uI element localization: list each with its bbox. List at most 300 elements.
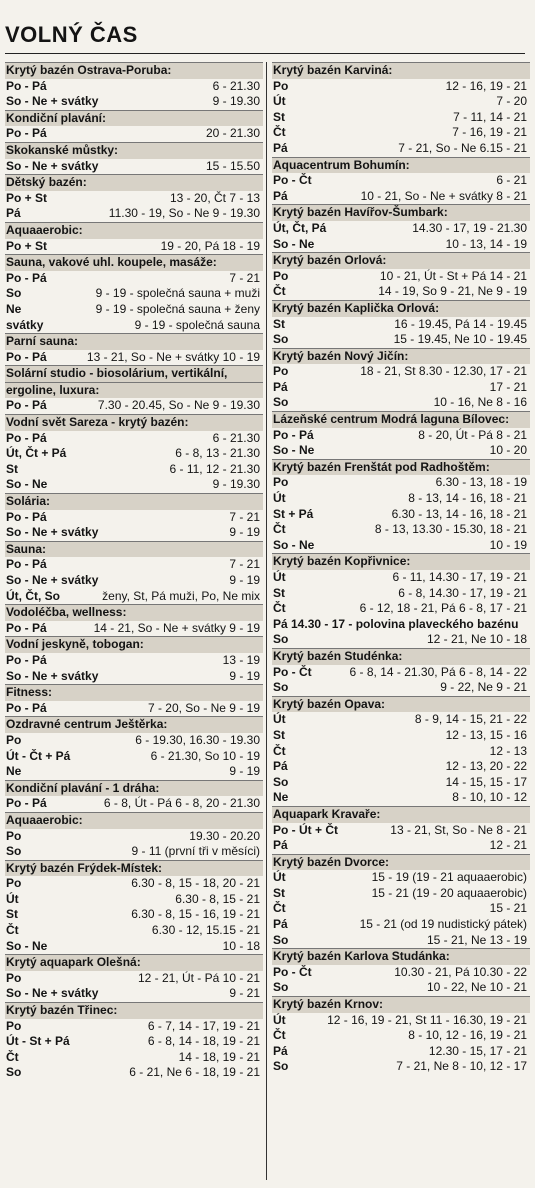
venue-heading: Krytý bazén Orlová: xyxy=(272,252,530,269)
schedule-days: Ne xyxy=(6,301,22,316)
schedule-row xyxy=(272,443,530,459)
schedule-row xyxy=(272,759,530,775)
schedule-days: St xyxy=(6,461,18,476)
schedule-hours: 13 - 21, So - Ne + svátky 10 - 19 xyxy=(86,349,260,364)
venue-heading: Vodní jeskyně, tobogan: xyxy=(5,636,263,653)
schedule-days: Po - Pá xyxy=(6,652,47,667)
schedule-row xyxy=(5,159,263,175)
schedule-days: Čt xyxy=(273,743,286,758)
schedule-row xyxy=(272,1013,530,1029)
schedule-row xyxy=(272,980,530,996)
schedule-hours: 8 - 10, 12 - 16, 19 - 21 xyxy=(408,1028,527,1043)
schedule-hours: 9 - 22, Ne 9 - 21 xyxy=(440,680,527,695)
venue-heading: Aquapark Kravaře: xyxy=(272,806,530,823)
schedule-hours: 6.30 - 8, 15 - 18, 20 - 21 xyxy=(131,876,260,891)
schedule-days: Po - Pá xyxy=(6,620,47,635)
schedule-days: St + Pá xyxy=(273,506,314,521)
schedule-row xyxy=(5,573,263,589)
schedule-row xyxy=(272,110,530,126)
schedule-hours: 20 - 21.30 xyxy=(205,126,260,141)
schedule-row xyxy=(272,728,530,744)
schedule-days: Po xyxy=(273,78,289,93)
schedule-row xyxy=(5,939,263,955)
schedule-row xyxy=(5,191,263,207)
schedule-hours: 12 - 13, 15 - 16 xyxy=(445,727,527,742)
schedule-row xyxy=(272,1044,530,1060)
schedule-days: Pá xyxy=(273,140,288,155)
schedule-days: So - Ne xyxy=(273,443,315,458)
venue-heading-continued: ergoline, luxura: xyxy=(5,382,263,399)
venue-heading: Fitness: xyxy=(5,684,263,701)
schedule-days: So - Ne xyxy=(273,236,315,251)
schedule-row xyxy=(5,621,263,637)
schedule-hours: 6.30 - 13, 14 - 16, 18 - 21 xyxy=(391,506,527,521)
schedule-row xyxy=(272,901,530,917)
schedule-days: Čt xyxy=(273,522,286,537)
schedule-hours: 6.30 - 12, 15.15 - 21 xyxy=(151,923,260,938)
schedule-days: Út, Čt, So xyxy=(6,588,60,603)
schedule-row xyxy=(5,1034,263,1050)
schedule-hours: 15 - 21 xyxy=(489,901,527,916)
schedule-hours: 14 - 19, So 9 - 21, Ne 9 - 19 xyxy=(378,284,527,299)
schedule-hours: 9 - 19.30 xyxy=(212,477,260,492)
venue-heading: Krytý bazén Karlova Studánka: xyxy=(272,948,530,965)
schedule-hours: 6 - 21.30, So 10 - 19 xyxy=(150,748,260,763)
venue-heading: Krytý bazén Kopřivnice: xyxy=(272,553,530,570)
venue-heading: Krytý bazén Opava: xyxy=(272,696,530,713)
schedule-days: Pá xyxy=(273,759,288,774)
schedule-days: Pá xyxy=(273,917,288,932)
page-title: VOLNÝ ČAS xyxy=(5,22,138,47)
schedule-row xyxy=(5,239,263,255)
schedule-hours: 10 - 20 xyxy=(489,443,527,458)
schedule-row xyxy=(272,538,530,554)
schedule-hours: 9 - 19 - společná sauna xyxy=(134,317,260,332)
schedule-hours: 6 - 21 xyxy=(496,173,527,188)
schedule-hours: 6 - 21.30 xyxy=(212,430,260,445)
schedule-days: So - Ne + svátky xyxy=(6,573,99,587)
schedule-row xyxy=(5,764,263,780)
schedule-hours: 19 - 20, Pá 18 - 19 xyxy=(160,238,260,253)
schedule-hours: 10 - 21, Út - St + Pá 14 - 21 xyxy=(379,268,527,283)
schedule-row xyxy=(272,189,530,205)
schedule-hours: 7 - 20 xyxy=(496,94,527,109)
column-divider xyxy=(266,62,267,1180)
schedule-hours: 6 - 21.30 xyxy=(212,78,260,93)
schedule-row xyxy=(5,923,263,939)
schedule-hours: 15 - 21 (19 - 20 aquaaerobic) xyxy=(371,885,527,900)
schedule-hours: 6 - 8, 14.30 - 17, 19 - 21 xyxy=(398,585,527,600)
schedule-row xyxy=(272,933,530,949)
schedule-hours: 14 - 15, 15 - 17 xyxy=(445,774,527,789)
schedule-hours: 9 - 19 - společná sauna + muži xyxy=(95,286,260,301)
schedule-row xyxy=(272,965,530,981)
schedule-days: St xyxy=(273,109,285,124)
schedule-days: Po xyxy=(273,268,289,283)
schedule-row xyxy=(272,712,530,728)
schedule-row xyxy=(5,1050,263,1066)
schedule-hours: 9 - 19 xyxy=(229,525,260,540)
schedule-days: Po xyxy=(6,732,22,747)
schedule-hours: 6 - 12, 18 - 21, Pá 6 - 8, 17 - 21 xyxy=(359,601,527,616)
schedule-days: Po - Pá xyxy=(6,796,47,811)
schedule-hours: 9 - 19 xyxy=(229,764,260,779)
schedule-hours: 7 - 20, So - Ne 9 - 19 xyxy=(147,700,260,715)
schedule-row xyxy=(272,680,530,696)
schedule-days: So xyxy=(6,1065,22,1080)
venue-heading: Dětský bazén: xyxy=(5,174,263,191)
schedule-row xyxy=(272,507,530,523)
schedule-row xyxy=(272,237,530,253)
schedule-hours: 10 - 19 xyxy=(489,537,527,552)
schedule-days: Út - Čt + Pá xyxy=(6,748,71,763)
schedule-hours: 13 - 19 xyxy=(222,652,260,667)
schedule-hours: 13 - 20, Čt 7 - 13 xyxy=(169,190,260,205)
schedule-hours: 8 - 13, 13.30 - 15.30, 18 - 21 xyxy=(374,522,527,537)
schedule-row xyxy=(272,94,530,110)
schedule-row xyxy=(272,221,530,237)
schedule-days: Čt xyxy=(273,284,286,299)
schedule-hours: 7.30 - 20.45, So - Ne 9 - 19.30 xyxy=(97,398,260,413)
schedule-days: Čt xyxy=(273,901,286,916)
schedule-hours: 7 - 21 xyxy=(229,509,260,524)
schedule-hours: 13 - 21, St, So - Ne 8 - 21 xyxy=(390,822,527,837)
schedule-row xyxy=(272,632,530,648)
schedule-hours: 8 - 9, 14 - 15, 21 - 22 xyxy=(414,712,527,727)
schedule-row xyxy=(272,491,530,507)
schedule-row xyxy=(272,617,530,633)
schedule-days: Čt xyxy=(273,125,286,140)
schedule-hours: 6 - 11, 14.30 - 17, 19 - 21 xyxy=(392,570,527,584)
schedule-hours: 10 - 21, So - Ne + svátky 8 - 21 xyxy=(360,188,527,203)
schedule-row xyxy=(272,79,530,95)
schedule-days: Po - Pá xyxy=(6,430,47,445)
schedule-days: Pá 14.30 - 17 - polovina plaveckého bazénu xyxy=(273,616,519,631)
schedule-row xyxy=(272,790,530,806)
schedule-days: Ne xyxy=(273,790,289,805)
schedule-hours: 10 - 13, 14 - 19 xyxy=(445,236,527,251)
schedule-hours: 15 - 21 (od 19 nudistický pátek) xyxy=(359,917,527,932)
schedule-days: Pá xyxy=(6,206,21,221)
schedule-hours: 9 - 19 xyxy=(229,668,260,683)
schedule-days: So - Ne + svátky xyxy=(6,94,99,109)
schedule-row xyxy=(5,971,263,987)
schedule-days: Út xyxy=(273,491,286,506)
venue-heading: Krytý bazén Krnov: xyxy=(272,996,530,1013)
schedule-days: So - Ne + svátky xyxy=(6,525,99,540)
schedule-hours: 12 - 21, Ne 10 - 18 xyxy=(426,632,527,647)
title-divider xyxy=(5,53,525,54)
schedule-hours: 7 - 16, 19 - 21 xyxy=(452,125,527,140)
schedule-row xyxy=(272,586,530,602)
schedule-days: Čt xyxy=(273,1028,286,1043)
schedule-days: Pá xyxy=(273,1043,288,1058)
schedule-days: Čt xyxy=(6,923,19,938)
schedule-row xyxy=(272,317,530,333)
venue-heading: Krytý bazén Ostrava-Poruba: xyxy=(5,62,263,79)
schedule-hours: 10 - 18 xyxy=(222,938,260,953)
schedule-days: St xyxy=(273,885,285,900)
schedule-row xyxy=(272,917,530,933)
schedule-days: svátky xyxy=(6,317,44,332)
schedule-days: Út, Čt, Pá xyxy=(273,220,327,235)
schedule-hours: 6 - 7, 14 - 17, 19 - 21 xyxy=(147,1018,260,1033)
left-column xyxy=(5,62,263,1081)
schedule-row xyxy=(272,475,530,491)
schedule-hours: 7 - 21, So - Ne 6.15 - 21 xyxy=(398,140,527,155)
schedule-days: Po xyxy=(6,970,22,985)
schedule-row xyxy=(5,749,263,765)
schedule-days: Čt xyxy=(6,1049,19,1064)
schedule-hours xyxy=(518,617,530,633)
schedule-days: Po - Pá xyxy=(6,398,47,413)
venue-heading: Solární studio - biosolárium, vertikální, xyxy=(5,365,263,382)
schedule-days: Po - Pá xyxy=(6,700,47,715)
schedule-days: Út, Čt + Pá xyxy=(6,446,67,461)
schedule-days: Pá xyxy=(273,379,288,394)
schedule-days: Čt xyxy=(273,601,286,616)
schedule-row xyxy=(5,653,263,669)
schedule-hours: 6 - 8, 14 - 18, 19 - 21 xyxy=(147,1034,260,1049)
schedule-hours: 18 - 21, St 8.30 - 12.30, 17 - 21 xyxy=(360,364,527,379)
schedule-days: Pá xyxy=(273,188,288,203)
schedule-hours: 17 - 21 xyxy=(489,379,527,394)
schedule-days: Po - Pá xyxy=(6,509,47,524)
schedule-row xyxy=(272,173,530,189)
schedule-hours: 16 - 19.45, Pá 14 - 19.45 xyxy=(394,316,527,331)
schedule-hours: 6 - 8, Út - Pá 6 - 8, 20 - 21.30 xyxy=(103,796,260,811)
schedule-hours: 6 - 8, 13 - 21.30 xyxy=(175,446,260,461)
schedule-row xyxy=(272,601,530,617)
venue-heading: Krytý bazén Karviná: xyxy=(272,62,530,79)
schedule-days: Po - Čt xyxy=(273,173,312,188)
schedule-row xyxy=(5,79,263,95)
venue-heading: Krytý bazén Kaplička Orlová: xyxy=(272,300,530,317)
schedule-row xyxy=(272,395,530,411)
schedule-hours: 12.30 - 15, 17 - 21 xyxy=(428,1043,527,1058)
schedule-row xyxy=(5,398,263,414)
venue-heading: Parní sauna: xyxy=(5,333,263,350)
venue-heading: Krytý bazén Studénka: xyxy=(272,648,530,665)
venue-heading: Krytý bazén Frýdek-Místek: xyxy=(5,860,263,877)
schedule-hours: 19.30 - 20.20 xyxy=(189,828,260,843)
schedule-row xyxy=(5,986,263,1002)
schedule-hours: 10.30 - 21, Pá 10.30 - 22 xyxy=(394,964,527,979)
venue-heading: Vodoléčba, wellness: xyxy=(5,604,263,621)
schedule-row xyxy=(272,1028,530,1044)
venue-heading: Krytý bazén Nový Jičín: xyxy=(272,348,530,365)
schedule-days: Po - Út + Čt xyxy=(273,822,338,837)
schedule-hours: 9 - 19 xyxy=(229,573,260,587)
schedule-days: So - Ne xyxy=(6,938,48,953)
venue-heading: Krytý aquapark Olešná: xyxy=(5,954,263,971)
schedule-row xyxy=(5,350,263,366)
schedule-days: Po xyxy=(6,876,22,891)
venue-heading: Aquaaerobic: xyxy=(5,222,263,239)
schedule-row xyxy=(272,886,530,902)
schedule-row xyxy=(272,284,530,300)
schedule-hours: 15 - 15.50 xyxy=(205,158,260,173)
schedule-hours: 7 - 11, 14 - 21 xyxy=(453,109,527,124)
schedule-row xyxy=(5,206,263,222)
schedule-days: So xyxy=(273,932,289,947)
venue-heading: Sauna: xyxy=(5,541,263,558)
schedule-days: So - Ne + svátky xyxy=(6,668,99,683)
schedule-hours: 9 - 19 - společná sauna + ženy xyxy=(95,301,260,316)
schedule-days: Ne xyxy=(6,764,22,779)
schedule-days: St xyxy=(273,316,285,331)
schedule-days: So xyxy=(273,395,289,410)
schedule-days: Út xyxy=(273,94,286,109)
schedule-row xyxy=(272,1059,530,1075)
schedule-row xyxy=(5,462,263,478)
schedule-hours: 14 - 21, So - Ne + svátky 9 - 19 xyxy=(93,620,260,635)
schedule-days: St xyxy=(273,585,285,600)
schedule-days: So - Ne + svátky xyxy=(6,986,99,1001)
schedule-hours: 9 - 11 (první tři v měsíci) xyxy=(131,844,260,859)
right-column xyxy=(272,62,530,1075)
schedule-row xyxy=(5,876,263,892)
venue-heading: Krytý bazén Frenštát pod Radhoštěm: xyxy=(272,459,530,476)
schedule-row xyxy=(5,669,263,685)
schedule-hours: 7 - 21, Ne 8 - 10, 12 - 17 xyxy=(396,1059,527,1074)
venue-heading: Aquaaerobic: xyxy=(5,812,263,829)
schedule-hours: 9 - 19.30 xyxy=(212,94,260,109)
schedule-days: So xyxy=(6,286,22,301)
schedule-days: Po + St xyxy=(6,190,48,205)
schedule-hours: 9 - 21 xyxy=(229,986,260,1001)
schedule-hours: 7 - 21 xyxy=(229,270,260,285)
schedule-hours: 12 - 13 xyxy=(489,743,527,758)
venue-heading: Sauna, vakové uhl. koupele, masáže: xyxy=(5,254,263,271)
schedule-row xyxy=(5,892,263,908)
venue-heading: Krytý bazén Havířov-Šumbark: xyxy=(272,204,530,221)
schedule-row xyxy=(5,431,263,447)
schedule-hours: 6.30 - 8, 15 - 16, 19 - 21 xyxy=(131,907,260,922)
schedule-hours: 6 - 11, 12 - 21.30 xyxy=(169,461,260,476)
venue-heading: Vodní svět Sareza - krytý bazén: xyxy=(5,414,263,431)
schedule-hours: 15 - 21, Ne 13 - 19 xyxy=(426,932,527,947)
schedule-days: Po xyxy=(273,364,289,379)
schedule-row xyxy=(272,665,530,681)
schedule-days: Po xyxy=(6,828,22,843)
schedule-days: Út xyxy=(6,891,19,906)
schedule-hours: 6 - 8, 14 - 21.30, Pá 6 - 8, 14 - 22 xyxy=(349,664,527,679)
schedule-hours: 6 - 19.30, 16.30 - 19.30 xyxy=(135,732,260,747)
schedule-row xyxy=(5,701,263,717)
schedule-row xyxy=(5,271,263,287)
schedule-row xyxy=(5,94,263,110)
schedule-hours: 12 - 21, Út - Pá 10 - 21 xyxy=(137,970,260,985)
schedule-hours: 11.30 - 19, So - Ne 9 - 19.30 xyxy=(108,206,260,221)
schedule-days: Pá xyxy=(273,838,288,853)
schedule-hours: 12 - 13, 20 - 22 xyxy=(445,759,527,774)
schedule-days: Út - St + Pá xyxy=(6,1034,70,1049)
schedule-hours: 14 - 18, 19 - 21 xyxy=(178,1049,260,1064)
schedule-row xyxy=(272,125,530,141)
schedule-row xyxy=(272,870,530,886)
venue-heading: Ozdravné centrum Ještěrka: xyxy=(5,716,263,733)
schedule-days: So xyxy=(273,980,289,995)
schedule-days: Út xyxy=(273,712,286,727)
schedule-days: Po - Pá xyxy=(273,427,314,442)
schedule-row xyxy=(5,446,263,462)
schedule-days: Po xyxy=(6,1018,22,1033)
schedule-days: Út xyxy=(273,1012,286,1027)
venue-heading: Solária: xyxy=(5,493,263,510)
schedule-row xyxy=(5,829,263,845)
schedule-days: So - Ne xyxy=(6,477,48,492)
schedule-row xyxy=(5,286,263,302)
schedule-row xyxy=(272,428,530,444)
schedule-days: So xyxy=(6,844,22,859)
schedule-hours: 8 - 13, 14 - 16, 18 - 21 xyxy=(408,491,527,506)
schedule-days: Út xyxy=(273,870,286,885)
schedule-days: So xyxy=(273,680,289,695)
schedule-days: Po - Pá xyxy=(6,557,47,572)
schedule-hours: 6.30 - 8, 15 - 21 xyxy=(175,891,260,906)
venue-heading: Skokanské můstky: xyxy=(5,142,263,159)
schedule-hours: 7 - 21 xyxy=(229,557,260,572)
schedule-hours: ženy, St, Pá muži, Po, Ne mix xyxy=(102,588,260,603)
schedule-hours: 12 - 21 xyxy=(489,838,527,853)
schedule-days: So - Ne + svátky xyxy=(6,158,99,173)
schedule-days: So - Ne xyxy=(273,537,315,552)
schedule-hours: 10 - 22, Ne 10 - 21 xyxy=(426,980,527,995)
schedule-row xyxy=(5,733,263,749)
schedule-row xyxy=(272,775,530,791)
schedule-row xyxy=(272,522,530,538)
schedule-row xyxy=(272,380,530,396)
schedule-row xyxy=(5,525,263,541)
schedule-hours: 14.30 - 17, 19 - 21.30 xyxy=(412,220,527,235)
schedule-row xyxy=(272,823,530,839)
venue-heading: Krytý bazén Dvorce: xyxy=(272,854,530,871)
schedule-row xyxy=(272,332,530,348)
schedule-row xyxy=(272,838,530,854)
schedule-row xyxy=(272,269,530,285)
schedule-row xyxy=(272,364,530,380)
schedule-row xyxy=(272,141,530,157)
schedule-days: Po - Pá xyxy=(6,270,47,285)
schedule-hours: 15 - 19 (19 - 21 aquaaerobic) xyxy=(371,870,527,885)
schedule-days: St xyxy=(273,727,285,742)
schedule-row xyxy=(5,557,263,573)
schedule-hours: 8 - 10, 10 - 12 xyxy=(452,790,527,805)
venue-heading: Krytý bazén Třinec: xyxy=(5,1002,263,1019)
venue-heading: Kondiční plavání - 1 dráha: xyxy=(5,780,263,797)
schedule-hours: 12 - 16, 19 - 21, St 11 - 16.30, 19 - 21 xyxy=(327,1012,527,1027)
schedule-hours: 8 - 20, Út - Pá 8 - 21 xyxy=(418,427,527,442)
schedule-row xyxy=(5,126,263,142)
schedule-hours: 15 - 19.45, Ne 10 - 19.45 xyxy=(393,332,527,347)
schedule-days: Po - Pá xyxy=(6,78,47,93)
schedule-days: Po - Čt xyxy=(273,964,312,979)
schedule-row xyxy=(272,570,530,586)
schedule-hours: 6.30 - 13, 18 - 19 xyxy=(435,475,527,490)
schedule-days: St xyxy=(6,907,18,922)
venue-heading: Kondiční plavání: xyxy=(5,110,263,127)
schedule-row xyxy=(5,796,263,812)
schedule-row xyxy=(5,844,263,860)
schedule-days: So xyxy=(273,774,289,789)
schedule-row xyxy=(5,1019,263,1035)
schedule-days: Po - Pá xyxy=(6,126,47,141)
schedule-days: So xyxy=(273,632,289,647)
schedule-days: So xyxy=(273,332,289,347)
schedule-row xyxy=(5,510,263,526)
schedule-row xyxy=(5,477,263,493)
